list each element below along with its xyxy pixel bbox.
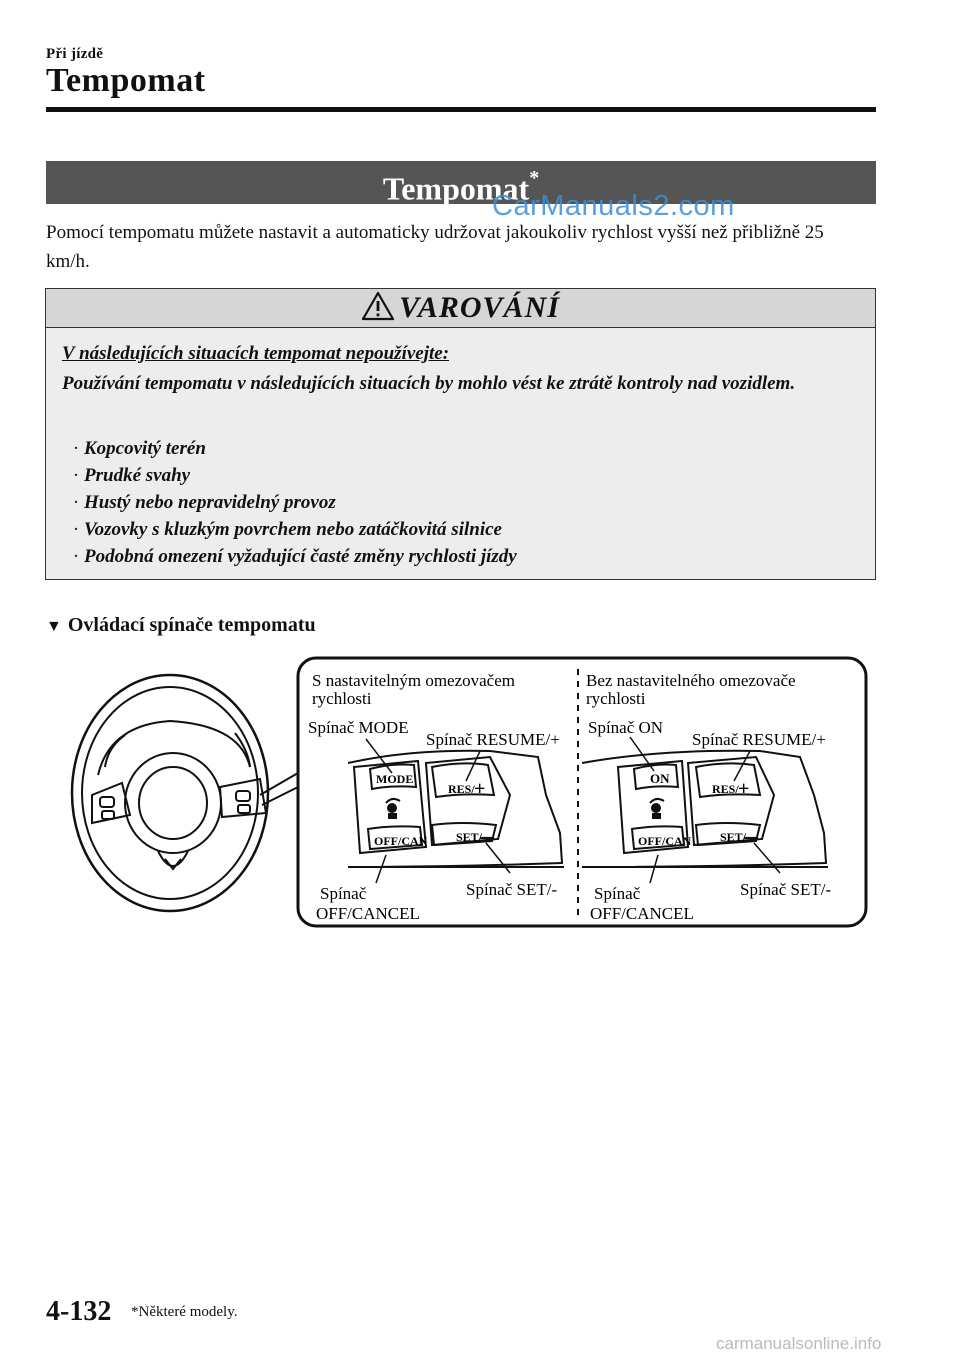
list-item: · Vozovky s kluzkým povrchem nebo zatáčkovitá silnice bbox=[72, 519, 502, 540]
offcan-button-label-right: OFF/CAN bbox=[638, 834, 692, 848]
mode-button-label: MODE bbox=[376, 772, 414, 786]
warning-title: VAROVÁNÍ bbox=[399, 291, 560, 324]
off-switch-label-left: Spínač bbox=[320, 884, 367, 903]
steering-wheel-illustration bbox=[72, 675, 268, 911]
offcan-button-label-left: OFF/CAN bbox=[374, 834, 428, 848]
off-switch-label-right-2: OFF/CANCEL bbox=[590, 904, 694, 923]
section-label: Při jízdě bbox=[46, 46, 104, 62]
list-item: · Hustý nebo nepravidelný provoz bbox=[72, 492, 336, 513]
list-item: · Podobná omezení vyžadující časté změny rychlosti jízdy bbox=[72, 546, 517, 567]
res-button-label-left: RES/ bbox=[448, 782, 475, 796]
plus-label-right: + bbox=[738, 778, 750, 800]
warning-body: Používání tempomatu v následujících situacích by mohlo vést ke ztrátě kontroly nad vozidlem. bbox=[62, 373, 796, 394]
intro-paragraph: Pomocí tempomatu můžete nastavit a automaticky udržovat jakoukoliv rychlost vyšší než přibližně 25 km/h. bbox=[46, 222, 824, 272]
banner-title: Tempomat bbox=[382, 170, 530, 207]
left-caption: S nastavitelným omezovačem bbox=[312, 671, 515, 690]
warning-list bbox=[68, 435, 517, 570]
page-number: 4-132 bbox=[46, 1296, 112, 1327]
resume-switch-label-right: Spínač RESUME/+ bbox=[692, 730, 826, 749]
footer-watermark: carmanualsonline.info bbox=[716, 1334, 882, 1353]
subsection-heading bbox=[46, 614, 316, 637]
warning-box bbox=[45, 288, 876, 580]
right-caption-2: rychlosti bbox=[586, 689, 646, 708]
warning-header bbox=[46, 289, 875, 328]
res-button-label-right: RES/ bbox=[712, 782, 739, 796]
subsection-title: Ovládací spínače tempomatu bbox=[67, 614, 316, 636]
set-button-label-right: SET/ bbox=[720, 830, 747, 844]
page-title: Tempomat bbox=[46, 62, 206, 99]
triangle-marker-icon: ▼ bbox=[46, 618, 62, 635]
set-switch-label-left: Spínač SET/- bbox=[466, 880, 558, 899]
title-divider bbox=[46, 107, 876, 112]
list-item: · Prudké svahy bbox=[72, 465, 191, 486]
on-button-label: ON bbox=[650, 771, 670, 786]
plus-label-left: + bbox=[474, 778, 486, 800]
warning-triangle-icon bbox=[361, 291, 395, 326]
footnote: *Některé modely. bbox=[131, 1304, 238, 1320]
banner-asterisk: * bbox=[529, 167, 540, 189]
right-caption: Bez nastavitelného omezovače bbox=[586, 671, 796, 690]
watermark: CarManuals2.com bbox=[492, 190, 735, 222]
left-caption-2: rychlosti bbox=[312, 689, 372, 708]
set-switch-label-right: Spínač SET/- bbox=[740, 880, 832, 899]
cruise-control-figure bbox=[70, 655, 870, 930]
mode-switch-label: Spínač MODE bbox=[308, 718, 409, 737]
set-button-label-left: SET/ bbox=[456, 830, 483, 844]
off-switch-label-right: Spínač bbox=[594, 884, 641, 903]
on-switch-label: Spínač ON bbox=[588, 718, 664, 737]
resume-switch-label-left: Spínač RESUME/+ bbox=[426, 730, 560, 749]
list-item: · Kopcovitý terén bbox=[72, 438, 206, 459]
warning-lead: V následujících situacích tempomat nepoužívejte: bbox=[62, 343, 450, 364]
off-switch-label-left-2: OFF/CANCEL bbox=[316, 904, 420, 923]
